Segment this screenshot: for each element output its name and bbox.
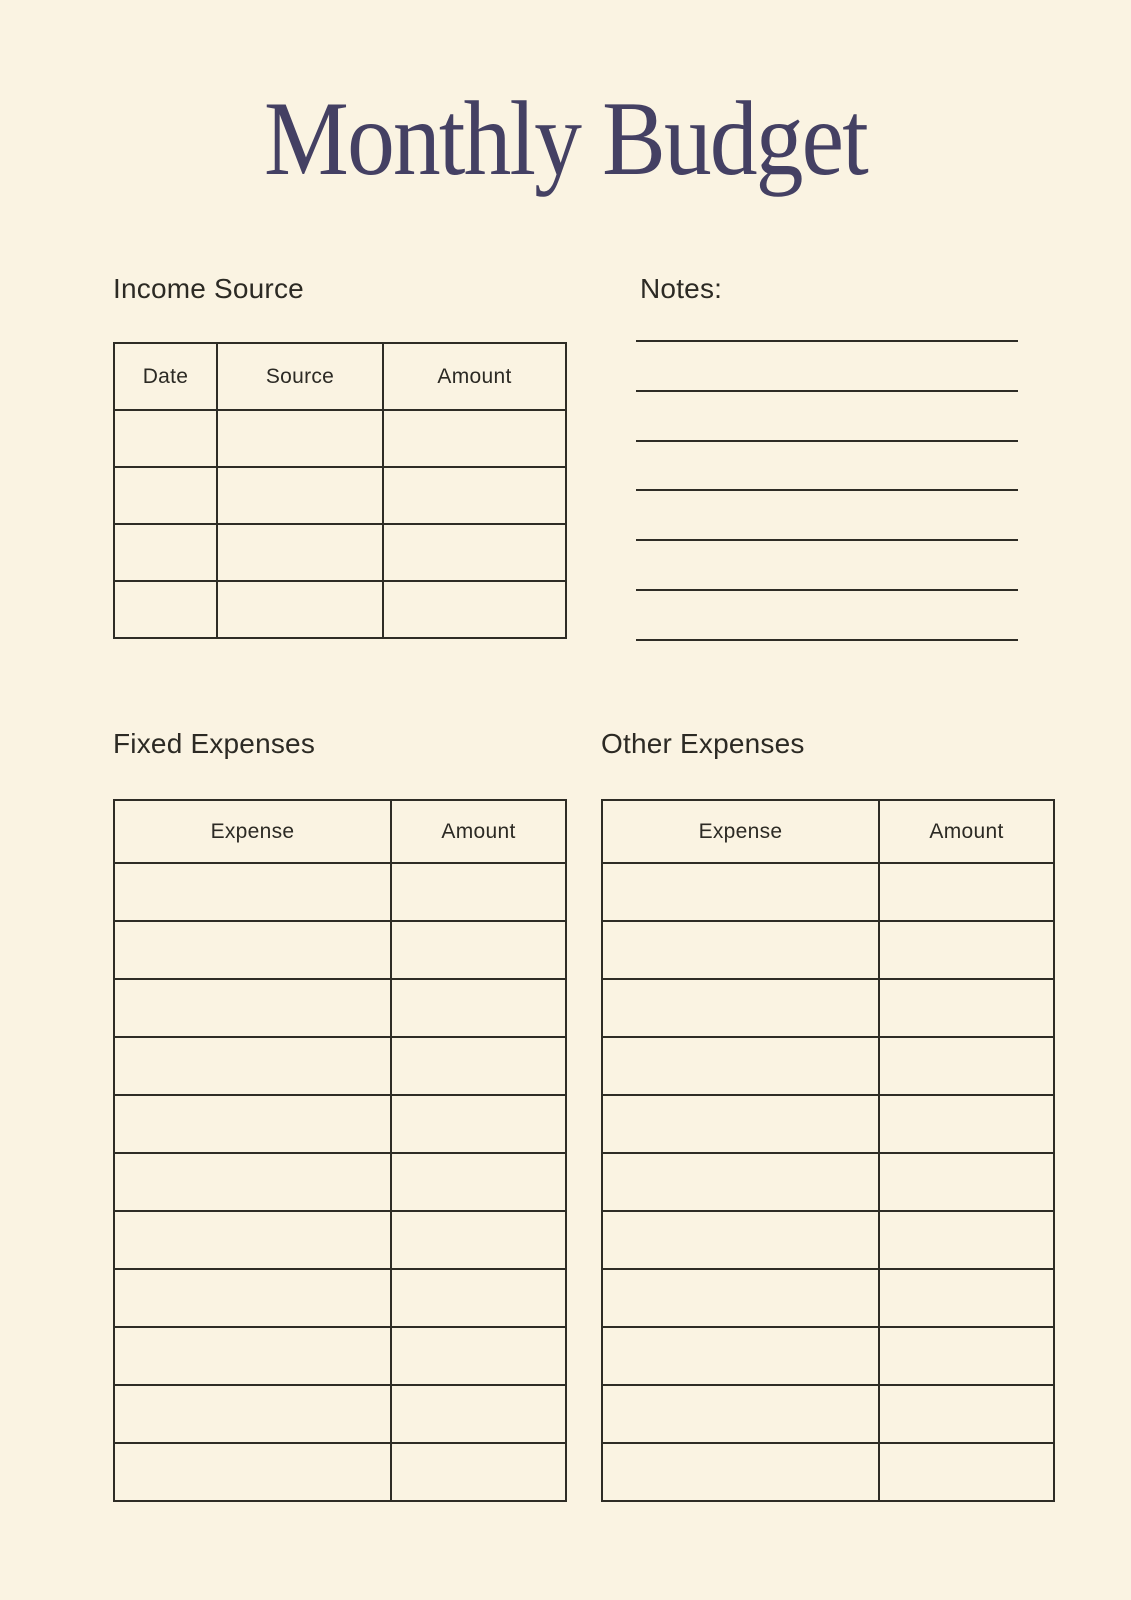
note-ruled-line [636,589,1018,591]
table-cell [879,1037,1054,1095]
table-cell [391,1327,566,1385]
note-ruled-line [636,440,1018,442]
table-row [602,979,1054,1037]
table-row [114,921,566,979]
table-cell [602,979,879,1037]
table-cell [879,863,1054,921]
table-cell [879,1443,1054,1501]
table-cell [114,524,217,581]
table-cell [391,1037,566,1095]
note-ruled-line [636,539,1018,541]
table-cell [383,410,566,467]
table-cell [391,1153,566,1211]
table-cell [602,1385,879,1443]
table-cell [114,979,391,1037]
table-cell [602,1211,879,1269]
other-col-amount: Amount [879,800,1054,863]
table-row [602,1095,1054,1153]
table-cell [114,1443,391,1501]
table-cell [602,1443,879,1501]
table-cell [602,1095,879,1153]
table-cell [391,1385,566,1443]
table-row [602,1269,1054,1327]
income-header-row [114,343,566,410]
table-row [602,1327,1054,1385]
other-col-expense: Expense [602,800,879,863]
fixed-expenses-section-heading: Fixed Expenses [113,728,316,759]
income-section-heading: Income Source [113,273,304,304]
note-ruled-line [636,340,1018,342]
table-row [114,863,566,921]
table-row [114,467,566,524]
table-cell [879,1153,1054,1211]
table-cell [114,410,217,467]
table-row [602,921,1054,979]
table-cell [602,1153,879,1211]
note-ruled-line [636,639,1018,641]
table-cell [114,1269,391,1327]
table-cell [879,1327,1054,1385]
table-row [114,1385,566,1443]
table-cell [114,1095,391,1153]
fixed-col-amount: Amount [391,800,566,863]
table-row [602,1443,1054,1501]
table-cell [114,1327,391,1385]
table-cell [217,581,383,638]
table-cell [391,1095,566,1153]
other-expenses-header-row [602,800,1054,863]
table-cell [114,921,391,979]
table-cell [602,921,879,979]
table-row [114,524,566,581]
table-cell [114,1385,391,1443]
table-row [602,863,1054,921]
income-table [113,342,567,639]
fixed-expenses-table [113,799,567,1502]
table-row [114,1211,566,1269]
table-cell [217,410,383,467]
table-cell [383,467,566,524]
table-row [114,979,566,1037]
table-cell [383,581,566,638]
table-cell [391,921,566,979]
page-title: Monthly Budget [264,80,867,197]
income-col-date: Date [114,343,217,410]
table-cell [114,581,217,638]
table-cell [391,979,566,1037]
table-cell [391,1211,566,1269]
table-row [602,1153,1054,1211]
table-cell [602,863,879,921]
table-cell [114,1037,391,1095]
fixed-col-expense: Expense [114,800,391,863]
table-row [602,1385,1054,1443]
table-cell [602,1327,879,1385]
table-row [114,1327,566,1385]
table-cell [391,1443,566,1501]
table-cell [879,1385,1054,1443]
table-row [114,410,566,467]
other-expenses-table [601,799,1055,1502]
notes-section-heading: Notes: [640,273,723,304]
table-cell [383,524,566,581]
table-row [114,1153,566,1211]
table-cell [114,1153,391,1211]
note-ruled-line [636,489,1018,491]
income-col-amount: Amount [383,343,566,410]
table-cell [879,1269,1054,1327]
table-cell [879,979,1054,1037]
table-cell [879,1095,1054,1153]
table-cell [114,1211,391,1269]
fixed-expenses-header-row [114,800,566,863]
table-cell [602,1037,879,1095]
table-cell [114,863,391,921]
table-row [114,1443,566,1501]
table-row [114,1037,566,1095]
note-ruled-line [636,390,1018,392]
table-cell [879,921,1054,979]
table-cell [391,1269,566,1327]
table-row [602,1211,1054,1269]
table-cell [602,1269,879,1327]
table-cell [217,524,383,581]
table-row [602,1037,1054,1095]
other-expenses-section-heading: Other Expenses [601,728,805,759]
income-col-source: Source [217,343,383,410]
table-cell [217,467,383,524]
table-row [114,581,566,638]
table-cell [114,467,217,524]
table-row [114,1269,566,1327]
table-cell [879,1211,1054,1269]
notes-lines [636,340,1018,641]
table-row [114,1095,566,1153]
table-cell [391,863,566,921]
